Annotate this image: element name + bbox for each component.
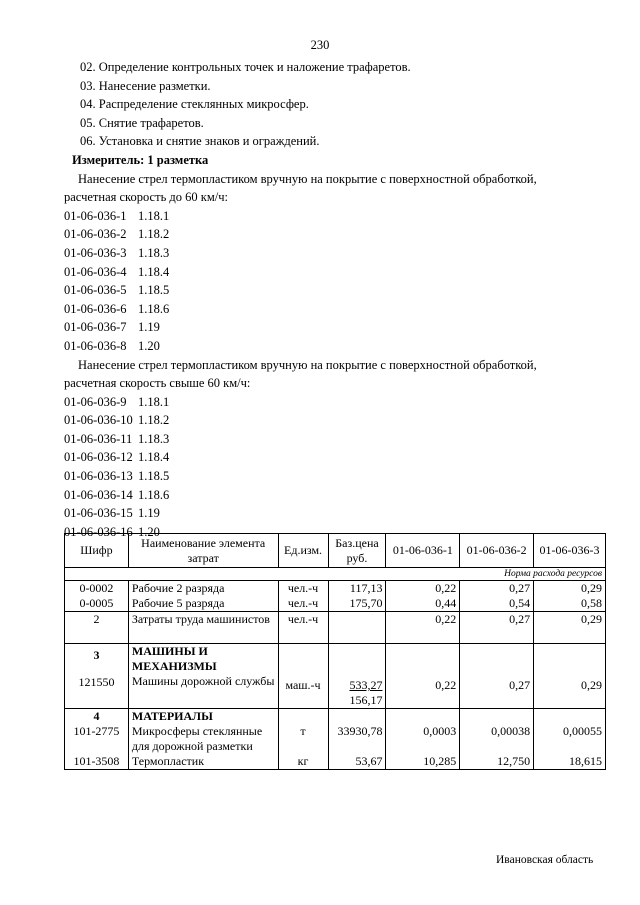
cell-code: 2 [65,612,129,644]
cell-code [65,644,129,709]
group1-title: Нанесение стрел термопластиком вручную на покрытие с поверхностной обработкой, [78,171,537,186]
sign-code: 1.19 [138,506,160,521]
subheader-label: Норма расхода ресурсов [65,568,606,581]
table-row [65,754,606,770]
cell-value: 0,0003 [386,709,460,755]
code-row [64,263,594,282]
sign-code: 1.18.2 [138,227,170,242]
cell-value: 12,750 [460,754,534,770]
code-row [64,337,594,356]
norm-code: 01-06-036-10 [64,413,133,428]
cell-unit: кг [278,754,328,770]
section-title: МАТЕРИАЛЫ [131,709,213,723]
cell-value: 0,44 [386,596,460,612]
step-item: 02. Определение контрольных точек и наложение трафаретов. [80,60,411,74]
sign-code: 1.18.1 [138,394,170,409]
cell-value: 0,27 [460,581,534,597]
sign-code: 1.18.6 [138,487,170,502]
cell-value: 0,29 [534,612,606,644]
resource-norms-table [64,533,606,770]
resource-code: 121550 [78,675,115,689]
norm-code: 01-06-036-14 [64,487,133,502]
sign-code: 1.20 [138,338,160,353]
cell-code: 0-0005 [65,596,129,612]
norm-code: 01-06-036-7 [64,320,127,335]
work-description [64,58,594,541]
table-row [65,612,606,644]
cell-value: 0,29 [534,644,606,709]
step-item: 04. Распределение стеклянных микросфер. [80,97,309,112]
norm-code: 01-06-036-8 [64,338,127,353]
table-row [65,709,606,755]
sign-code: 1.20 [138,524,160,539]
cell-name: Рабочие 2 разряда [128,581,278,597]
subheader-row [65,568,606,581]
col-header-unit: Ед.изм. [278,534,328,568]
norm-code: 01-06-036-4 [64,264,127,279]
norm-code: 01-06-036-6 [64,301,127,316]
norm-code: 01-06-036-12 [64,450,133,465]
cell-value: 0,29 [534,581,606,597]
sign-code: 1.19 [138,320,160,335]
cell-value: 0,00055 [534,709,606,755]
region-footer: Ивановская область [496,854,594,866]
code-row [64,486,594,505]
cell-value: 0,00038 [460,709,534,755]
norm-code: 01-06-036-16 [64,524,133,539]
measure-unit: Измеритель: 1 разметка [72,152,209,167]
cell-value: 10,285 [386,754,460,770]
resource-code: 101-2775 [73,724,120,738]
cell-price: 175,70 [328,596,386,612]
resource-name: Машины дорожной службы [131,674,275,688]
cell-value: 0,22 [386,581,460,597]
cell-code: 0-0002 [65,581,129,597]
col-header-code: Шифр [65,534,129,568]
step-item: 03. Нанесение разметки. [80,78,211,93]
page-number: 230 [310,38,330,52]
sign-code: 1.18.6 [138,301,170,316]
sign-code: 1.18.5 [138,469,170,484]
step-item: 05. Снятие трафаретов. [80,115,204,130]
cell-value: 0,22 [386,612,460,644]
resource-name: Микросферы стеклянные для дорожной разметки [131,724,263,753]
cell-code [65,709,129,755]
sign-code: 1.18.3 [138,245,170,260]
cell-value: 0,27 [460,612,534,644]
cell-code: 101-3508 [65,754,129,770]
table-row [65,581,606,597]
price-value: 533,27 [349,678,383,692]
code-row [64,207,594,226]
norm-code: 01-06-036-3 [64,245,127,260]
price-value: 156,17 [349,693,383,707]
cell-unit: т [278,709,328,755]
norm-code: 01-06-036-15 [64,506,133,521]
code-row [64,244,594,263]
sign-code: 1.18.3 [138,431,170,446]
cell-price [328,644,386,709]
group2-title: Нанесение стрел термопластиком вручную на покрытие с поверхностной обработкой, [78,357,537,372]
cell-value: 0,22 [386,644,460,709]
sign-code: 1.18.2 [138,413,170,428]
norm-code: 01-06-036-2 [64,227,127,242]
section-title: МАШИНЫ И МЕХАНИЗМЫ [131,644,217,673]
code-row [64,281,594,300]
cell-price: 53,67 [328,754,386,770]
table-header-row [65,534,606,568]
cell-price: 117,13 [328,581,386,597]
code-row [64,504,594,523]
section-number: 3 [93,648,100,662]
code-row [64,430,594,449]
norm-code: 01-06-036-11 [64,431,133,446]
cell-price: 33930,78 [328,709,386,755]
cell-name: Затраты труда машинистов [128,612,278,644]
cell-name: Рабочие 5 разряда [128,596,278,612]
sign-code: 1.18.4 [138,450,170,465]
cell-name [128,709,278,755]
sign-code: 1.18.4 [138,264,170,279]
col-header-name: Наименование элемента затрат [128,534,278,568]
cell-value: 0,54 [460,596,534,612]
cell-name [128,644,278,709]
table-row [65,596,606,612]
cell-name: Термопластик [128,754,278,770]
cell-price-empty [328,612,386,644]
code-row [64,411,594,430]
col-header-norm-1: 01-06-036-1 [386,534,460,568]
code-row [64,393,594,412]
col-header-norm-2: 01-06-036-2 [460,534,534,568]
col-header-price: Баз.цена руб. [328,534,386,568]
code-row [64,300,594,319]
step-item: 06. Установка и снятие знаков и ограждений. [80,134,320,149]
cell-unit: чел.-ч [278,612,328,644]
cell-unit: чел.-ч [278,581,328,597]
norm-code: 01-06-036-1 [64,208,127,223]
cell-value: 0,27 [460,644,534,709]
norm-code: 01-06-036-5 [64,283,127,298]
section-number: 4 [93,709,100,723]
code-row [64,225,594,244]
sign-code: 1.18.5 [138,283,170,298]
group1-title-cont: расчетная скорость до 60 км/ч: [64,190,228,205]
code-row [64,467,594,486]
code-row [64,318,594,337]
sign-code: 1.18.1 [138,208,170,223]
cell-value: 0,58 [534,596,606,612]
cell-unit: чел.-ч [278,596,328,612]
norm-code: 01-06-036-9 [64,394,127,409]
table-row [65,644,606,709]
cell-value: 18,615 [534,754,606,770]
cell-unit: маш.-ч [278,644,328,709]
col-header-norm-3: 01-06-036-3 [534,534,606,568]
norm-code: 01-06-036-13 [64,469,133,484]
code-row [64,448,594,467]
group2-title-cont: расчетная скорость свыше 60 км/ч: [64,376,251,391]
